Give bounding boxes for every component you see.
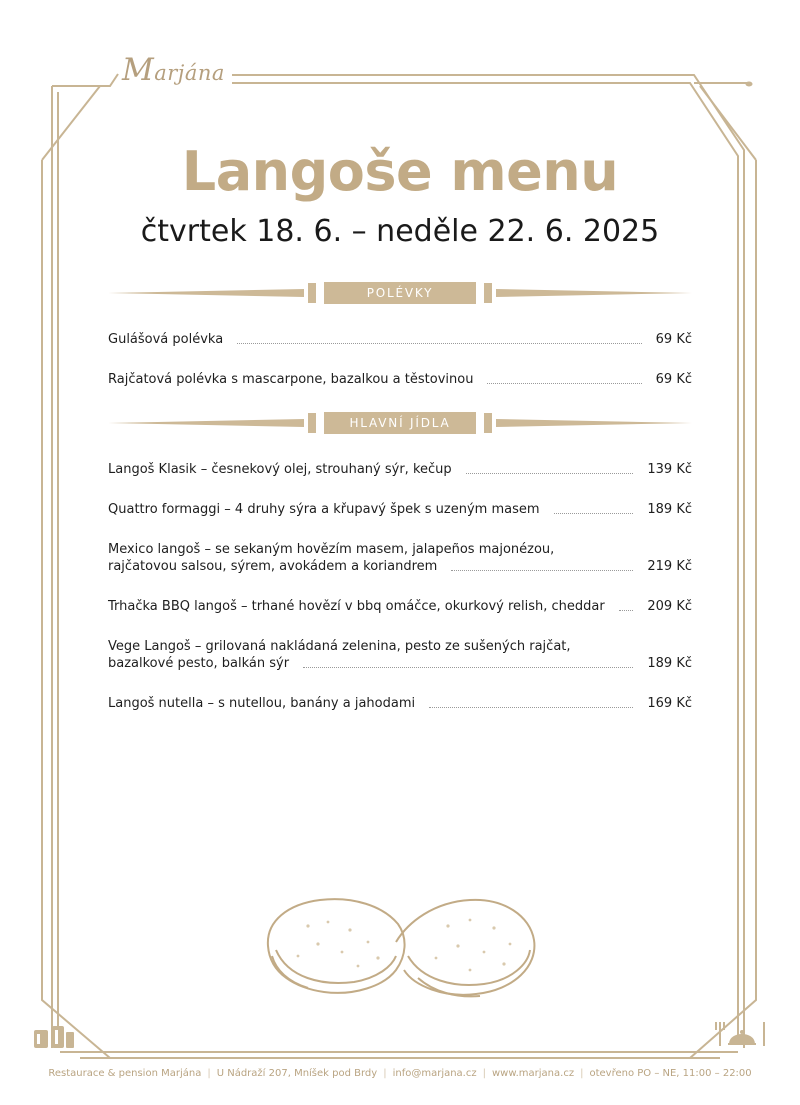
menu-item: Mexico langoš – se sekaným hovězím masem, jalapeños majonézou, rajčatovou salsou, sýrem, avokádem a koriandrem 219 Kč — [108, 542, 692, 574]
section-header-soups — [108, 282, 692, 304]
price: 139 Kč — [647, 462, 692, 477]
footer-email[interactable]: info@marjana.cz — [392, 1068, 477, 1079]
page-title: Langoše menu — [181, 140, 619, 203]
footer-hours: otevřeno PO – NE, 11:00 – 22:00 — [589, 1068, 752, 1079]
price: 209 Kč — [647, 599, 692, 614]
footer: Restaurace & pension Marjána | U Nádraží 207, Mníšek pod Brdy | info@marjana.cz | www.marjana.cz | otevřeno PO – NE, 11:00 – 22:00 — [48, 1068, 752, 1079]
price: 169 Kč — [647, 696, 692, 711]
menu-item: Gulášová polévka 69 Kč — [108, 332, 692, 347]
price: 69 Kč — [655, 332, 692, 347]
menu-item: Rajčatová polévka s mascarpone, bazalkou a těstovinou 69 Kč — [108, 372, 692, 387]
marjana-logo: Marjána — [122, 52, 225, 88]
date-range: čtvrtek 18. 6. – neděle 22. 6. 2025 — [140, 214, 660, 249]
price: 189 Kč — [647, 502, 692, 517]
footer-address: U Nádraží 207, Mníšek pod Brdy — [216, 1068, 378, 1079]
section-header-main-dishes — [108, 412, 692, 434]
footer-web[interactable]: www.marjana.cz — [492, 1068, 575, 1079]
beer-mugs-icon — [32, 1020, 78, 1050]
section-label: HLAVNÍ JÍDLA — [324, 412, 476, 434]
price: 189 Kč — [647, 656, 692, 671]
price: 219 Kč — [647, 559, 692, 574]
cutlery-cloche-icon — [714, 1018, 770, 1048]
menu-item: Langoš Klasik – česnekový olej, strouhaný sýr, kečup 139 Kč — [108, 462, 692, 477]
footer-restaurant: Restaurace & pension Marjána — [48, 1068, 202, 1079]
price: 69 Kč — [655, 372, 692, 387]
menu-item: Quattro formaggi – 4 druhy sýra a křupavý špek s uzeným masem 189 Kč — [108, 502, 692, 517]
langos-illustration-icon — [258, 886, 544, 1006]
section-label: POLÉVKY — [324, 282, 476, 304]
menu-item: Vege Langoš – grilovaná nakládaná zelenina, pesto ze sušených rajčat, bazalkové pesto, balkán sýr 189 Kč — [108, 639, 692, 671]
menu-item: Trhačka BBQ langoš – trhané hovězí v bbq omáčce, okurkový relish, cheddar 209 Kč — [108, 599, 692, 614]
menu-item: Langoš nutella – s nutellou, banány a jahodami 169 Kč — [108, 696, 692, 711]
